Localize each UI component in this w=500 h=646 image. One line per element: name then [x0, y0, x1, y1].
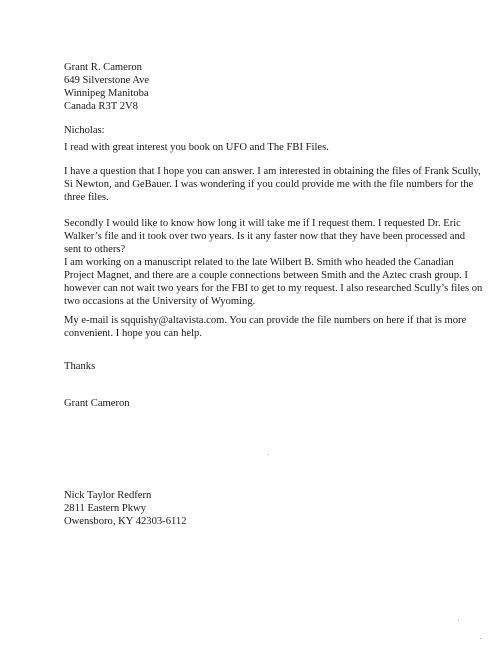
sender-name: Grant R. Cameron [64, 62, 142, 73]
sender-address [64, 61, 484, 113]
recipient-city-state-zip: Owensboro, KY 42303-6112 [64, 516, 187, 527]
paragraph-2: I have a question that I hope you can answer. I am interested in obtaining the files of Frank Scully, Si Newton, and GeBauer. I was wondering if you could provide me with the file numbers for the three files. [64, 166, 481, 203]
scan-speck [458, 620, 459, 621]
scan-speck [268, 454, 269, 455]
sender-country-postal: Canada R3T 2V8 [64, 101, 138, 112]
sender-city: Winnipeg Manitoba [64, 88, 149, 99]
paragraph-1: I read with great interest you book on UFO and The FBI Files. [64, 142, 329, 153]
sender-street: 649 Silverstone Ave [64, 75, 150, 86]
paragraph-3: Secondly I would like to know how long it will take me if I request them. I requested Dr. Eric Walker’s file and it took over two years. Is it any faster now that they have been processed and sent to others? [64, 218, 466, 255]
closing: Thanks [64, 361, 96, 372]
greeting: Nicholas: [64, 125, 105, 136]
paragraph-5: My e-mail is sqquishy@altavista.com. You can provide the file numbers on here if that is more convenient. I hope you can help. [64, 315, 467, 339]
signature: Grant Cameron [64, 398, 130, 409]
recipient-name: Nick Taylor Redfern [64, 490, 152, 501]
recipient-street: 2811 Eastern Pkwy [64, 503, 146, 514]
recipient-address [64, 489, 484, 528]
paragraph-4: I am working on a manuscript related to the late Wilbert B. Smith who headed the Canadian Project Magnet, and there are a couple connections between Smith and the Aztec crash group. I however can not wait two years for the FBI to get to my request. I also researched Scully’s files on two occasions at the University of Wyoming. [64, 257, 483, 307]
scan-speck [480, 638, 481, 639]
